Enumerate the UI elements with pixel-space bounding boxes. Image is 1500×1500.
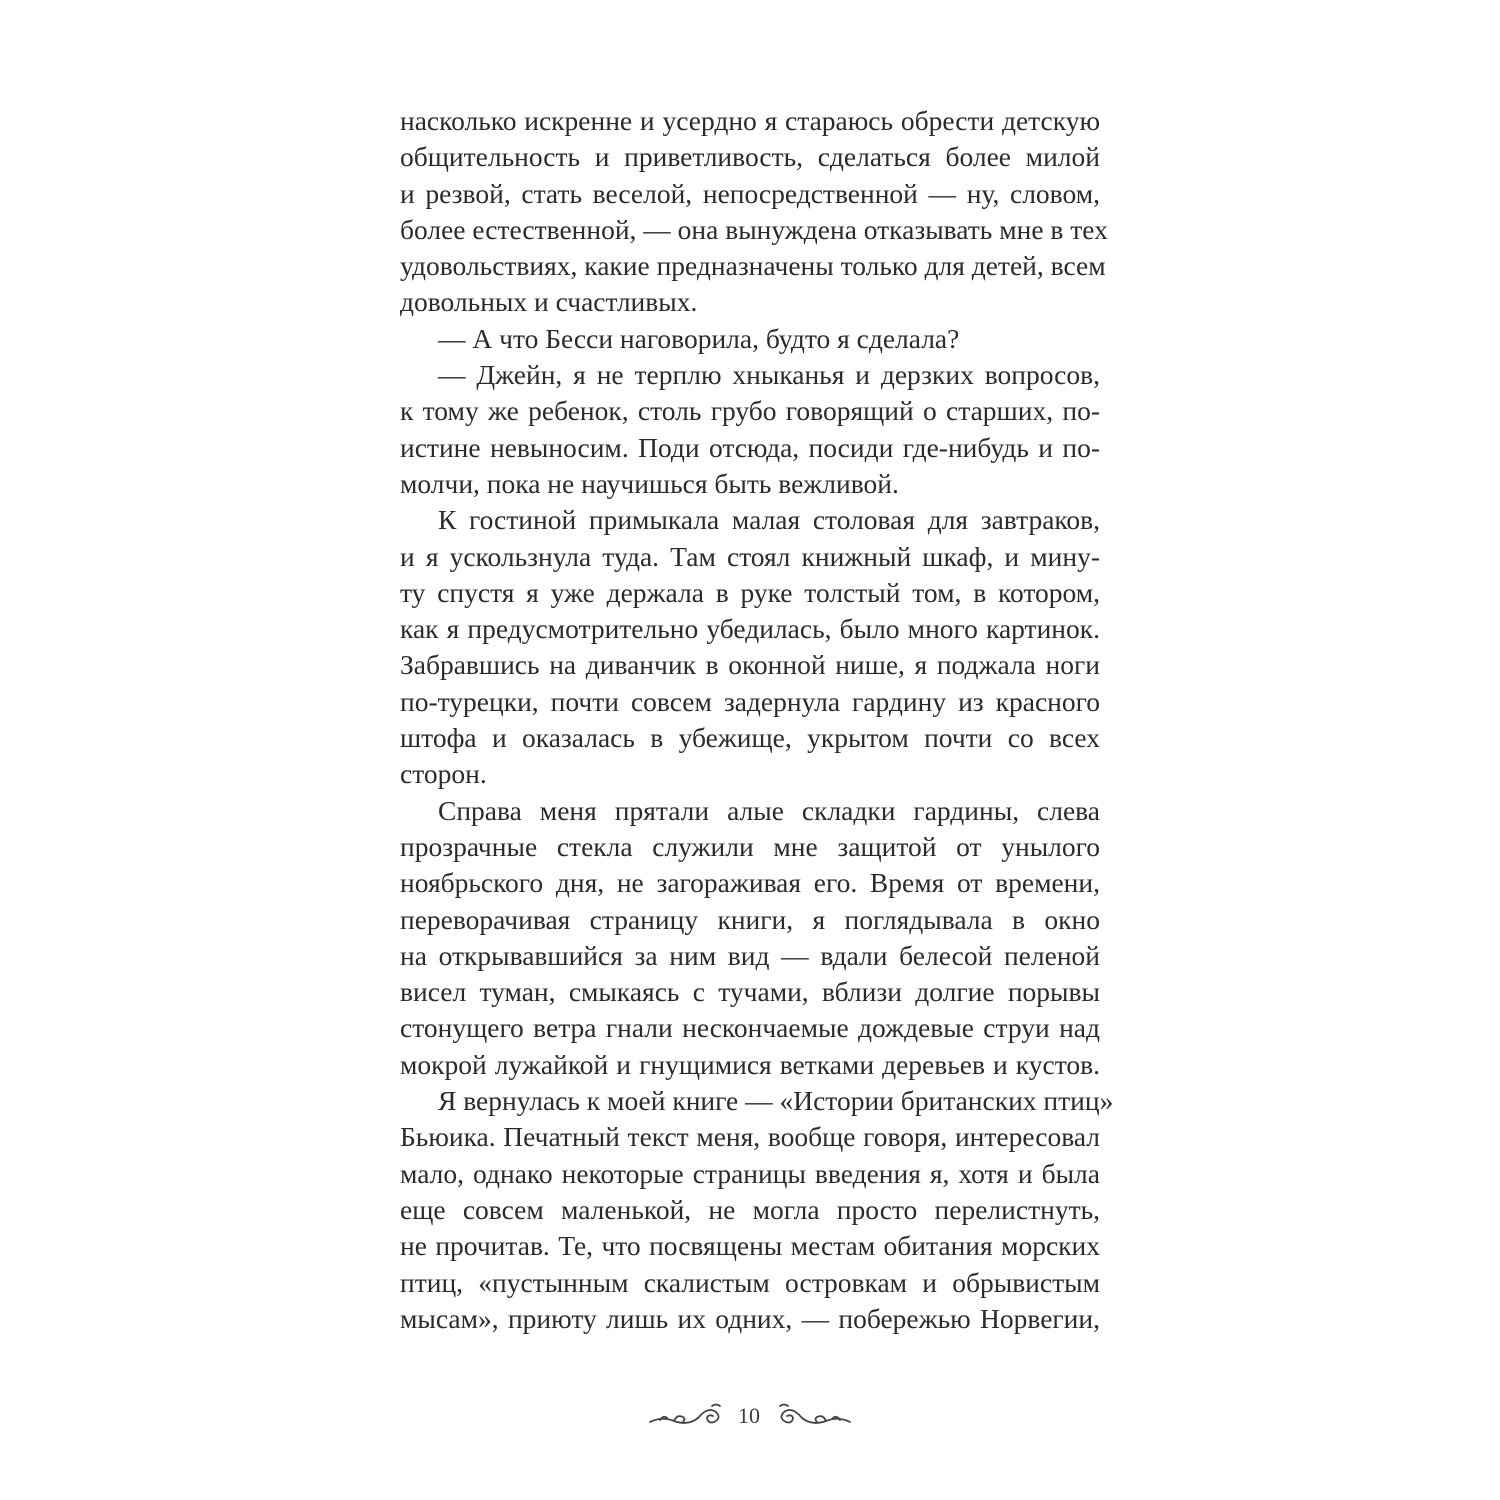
text-line: сторон. [400,758,487,790]
text-line: довольных и счастливых. [400,286,698,318]
text-line: Бьюика. Печатный текст меня, вообще говоря, интересовал [400,1121,1100,1153]
text-line: истине невыносим. Поди отсюда, посиди где-нибудь и по- [400,431,1100,463]
body-text [400,103,1114,1337]
text-line: удовольствиях, какие предназначены только для детей, всем [400,250,1106,282]
text-line: еще совсем маленькой, не могла просто перелистнуть, [400,1193,1100,1225]
text-line: птиц, «пустынным скалистым островкам и обрывистым [400,1266,1100,1298]
text-line: на открывавшийся за ним вид — вдали белесой пеленой [400,939,1100,971]
text-line: не прочитав. Те, что посвящены местам обитания морских [400,1230,1100,1262]
text-line: висел туман, смыкаясь с тучами, вблизи долгие порывы [400,976,1100,1008]
text-line: и резвой, стать веселой, непосредственной — ну, словом, [400,177,1100,209]
text-line: переворачивая страницу книги, я поглядывала в окно [400,903,1100,935]
text-line: как я предусмотрительно убедилась, было много картинок. [400,613,1100,645]
text-line: — Джейн, я не терплю хныканья и дерзких вопросов, [438,359,1100,391]
left-ornament-icon [648,1402,728,1428]
text-line: по-турецки, почти совсем задернула гардину из красного [400,685,1100,717]
text-line: и я ускользнула туда. Там стоял книжный шкаф, и мину- [400,540,1100,572]
text-line: штофа и оказалась в убежище, укрытом почти со всех [400,722,1100,754]
text-line: мало, однако некоторые страницы введения я, хотя и была [400,1157,1100,1189]
text-line: молчи, пока не научишься быть вежливой. [400,467,899,499]
page-number: 10 [738,1403,760,1428]
text-line: прозрачные стекла служили мне защитой от унылого [400,830,1100,862]
text-line: более естественной, — она вынуждена отказывать мне в тех [400,213,1108,245]
text-line: Справа меня прятали алые складки гардины, слева [438,794,1100,826]
text-line: Забравшись на диванчик в оконной нише, я поджала ноги [400,649,1100,681]
text-line: стонущего ветра гнали нескончаемые дождевые струи над [400,1012,1100,1044]
text-line: К гостиной примыкала малая столовая для завтраков, [438,504,1100,536]
text-line: общительность и приветливость, сделаться более милой [400,141,1100,173]
text-line: насколько искренне и усердно я стараюсь обрести детскую [400,105,1100,136]
text-line: мысам», приюту лишь их одних, — побережью Норвегии, [400,1302,1100,1334]
text-line: мокрой лужайкой и гнущимися ветками деревьев и кустов. [400,1048,1100,1080]
text-line: — А что Бесси наговорила, будто я сделала? [438,322,960,354]
text-line: ту спустя я уже держала в руке толстый том, в котором, [400,576,1100,608]
text-line: к тому же ребенок, столь грубо говорящий о старших, по- [400,395,1100,427]
text-line: Я вернулась к моей книге — «Истории британских птиц» [438,1085,1114,1117]
text-line: ноябрьского дня, не загораживая его. Время от времени, [400,867,1100,899]
page-footer [640,1398,860,1438]
right-ornament-icon [772,1402,852,1428]
